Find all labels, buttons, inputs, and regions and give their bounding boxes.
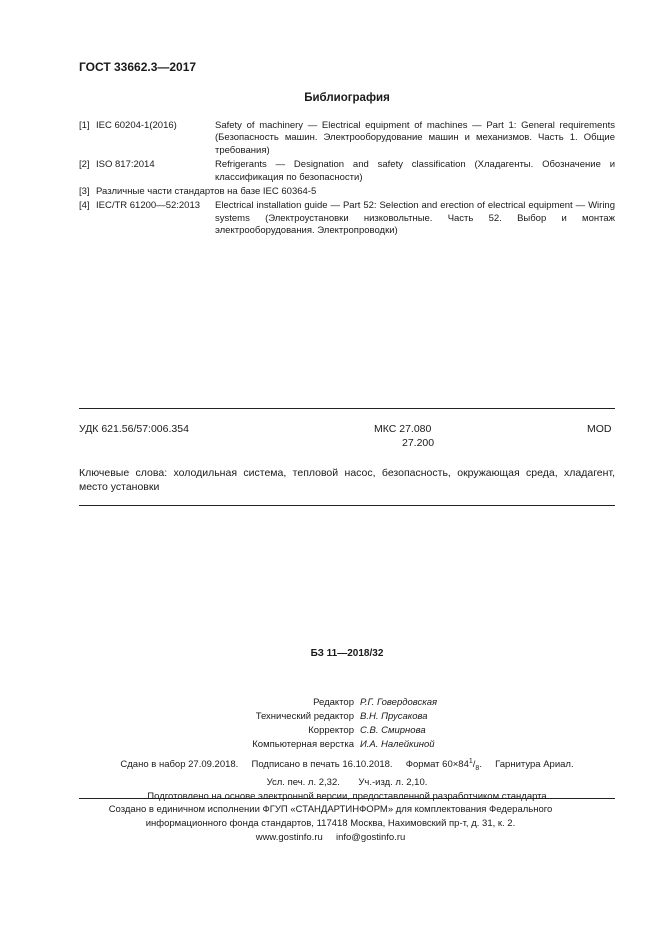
bibliography-item-code: ISO 817:2014: [96, 159, 155, 171]
publisher-contacts: [0, 831, 661, 845]
publisher-line-1: Создано в единичном исполнении ФГУП «СТАНДАРТИНФОРМ» для комплектования Федерального: [108, 804, 553, 815]
credit-row: [0, 724, 661, 738]
bibliography-item-code: IEC/TR 61200—52:2013: [96, 200, 201, 212]
signed-date: Подписано в печать 16.10.2018.: [251, 759, 393, 771]
bibliography-item-description: Electrical installation guide — Part 52: Selection and erection of electrical equipment — Wiring systems (Электроустановки низковольтные. Часть 52. Выбор и монтаж электрооборудования. Электропроводки): [215, 200, 615, 237]
mks-code-2: 27.200: [402, 437, 435, 449]
bibliography-item-code: IEC 60204-1(2016): [96, 120, 177, 131]
print-info-line-2: [0, 776, 661, 790]
credit-row: [0, 710, 661, 724]
format: Формат $60\times 84^1/_8$.: [405, 758, 482, 773]
bibliography-item-number: [4]: [79, 200, 90, 212]
bibliography-item: [79, 159, 615, 184]
keywords: Ключевые слова: холодильная система, тепловой насос, безопасность, окружающая среда, хладагент, место установки: [79, 467, 615, 493]
credit-row: [0, 738, 661, 752]
bibliography-item-number: [1]: [79, 120, 90, 131]
credit-role: Технический редактор: [255, 711, 354, 722]
document-code: ГОСТ 33662.3—2017: [79, 60, 197, 74]
publisher-line-2: информационного фонда стандартов, 117418 Москва, Нахимовский пр-т, д. 31, к. 2.: [145, 818, 516, 829]
prepared-note: Подготовлено на основе электронной версии, предоставленной разработчиком стандарта: [147, 791, 547, 803]
credit-role: Корректор: [308, 725, 354, 736]
pub-sheets: Уч.-изд. л. 2,10.: [358, 777, 428, 789]
publisher-info: [0, 803, 661, 845]
credit-role: Компьютерная верстка: [252, 739, 354, 750]
credit-name: И.А. Налейкиной: [360, 739, 435, 750]
format-numerator: 1: [468, 758, 473, 765]
bibliography-item-description: Safety of machinery — Electrical equipment of machines — Part 1: General requirements (Безопасность машин. Электрооборудование машин и механизмов. Часть 1. Общие требования): [215, 120, 615, 156]
credit-name: Р.Г. Говердовская: [360, 697, 438, 708]
credit-name: В.Н. Прусакова: [360, 711, 428, 722]
print-info-line-1: [0, 755, 661, 776]
mks-code-1: МКС 27.080: [374, 423, 432, 435]
credit-role: Редактор: [313, 697, 354, 708]
font-info: Гарнитура Ариал.: [495, 759, 574, 771]
website-link[interactable]: www.gostinfo.ru: [255, 832, 323, 843]
bibliography-item-description: Различные части стандартов на базе IEC 60364-5: [96, 186, 317, 198]
print-sheets: Усл. печ. л. 2,32.: [266, 777, 340, 789]
bibliography-item-number: [3]: [79, 186, 90, 198]
format-prefix: Формат 60×84: [405, 759, 469, 771]
email-link[interactable]: info@gostinfo.ru: [335, 832, 406, 843]
credit-row: [0, 696, 661, 710]
mod-label: MOD: [587, 423, 612, 435]
print-info: [0, 755, 661, 804]
bibliography-item: [79, 186, 615, 198]
credits-block: [0, 696, 661, 752]
udk-code: УДК 621.56/57:006.354: [79, 423, 189, 435]
bibliography-item-description: Refrigerants — Designation and safety classification (Хладагенты. Обозначение и классификация по безопасности): [215, 159, 615, 183]
bibliography-item: [79, 200, 615, 237]
divider-keywords: [79, 505, 615, 506]
bz-number: БЗ 11—2018/32: [310, 648, 384, 659]
bibliography-list: [79, 120, 615, 240]
bibliography-item-number: [2]: [79, 159, 90, 171]
format-suffix: .: [479, 759, 482, 771]
credit-name: С.В. Смирнова: [360, 725, 426, 736]
format-denominator: 8: [475, 765, 480, 773]
divider-top: [79, 408, 615, 409]
divider-footer: [79, 798, 615, 799]
bibliography-title: Библиография: [304, 92, 390, 104]
submitted-date: Сдано в набор 27.09.2018.: [120, 759, 239, 771]
bibliography-item: [79, 120, 615, 157]
